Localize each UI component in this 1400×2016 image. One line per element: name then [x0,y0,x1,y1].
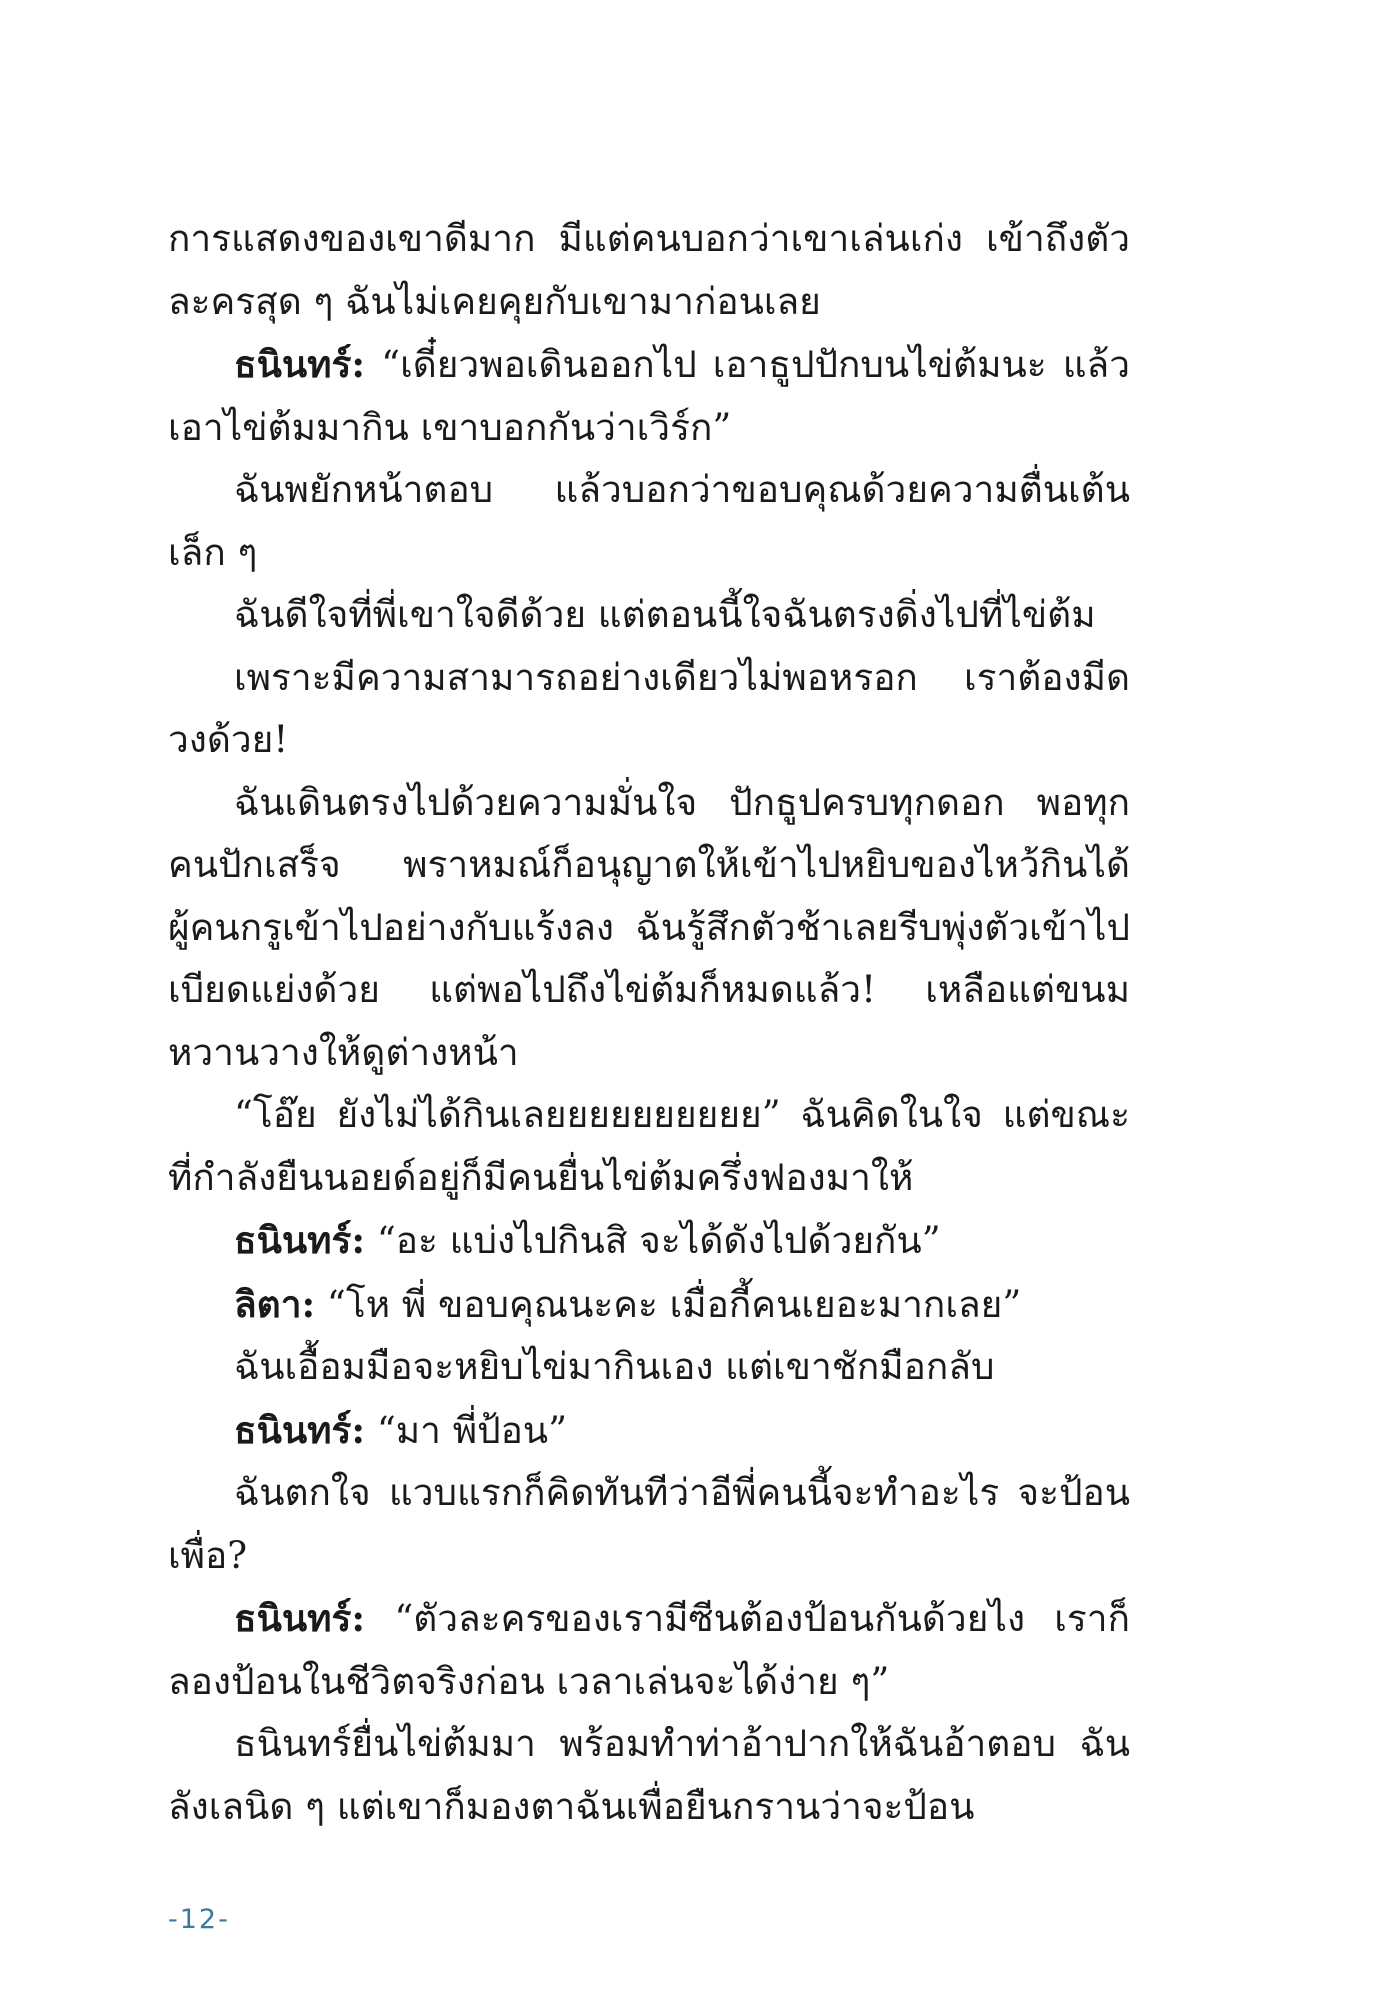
narrative-paragraph [168,459,1130,584]
dialogue-paragraph [168,333,1130,459]
dialogue-paragraph [168,1273,1130,1337]
body-text [168,208,1130,1838]
dialogue-paragraph [168,1399,1130,1463]
speaker-name: ลิตา: [234,1281,316,1326]
narrative-paragraph [168,1462,1130,1587]
paragraph-text: ฉันดีใจที่พี่เขาใจดีด้วย แต่ตอนนี้ใจฉันตรงดิ่งไปที่ไข่ต้ม [234,593,1096,636]
speaker-name: ธนินทร์: [234,1218,366,1262]
speaker-name: ธนินทร์: [234,1596,366,1640]
dialogue-paragraph [168,1209,1130,1273]
narrative-paragraph [168,647,1130,772]
narrative-paragraph [168,584,1130,647]
paragraph-text: “มา พี่ป้อน” [365,1408,568,1452]
narrative-paragraph [168,772,1130,1085]
paragraph-text: “โห พี่ ขอบคุณนะคะ เมื่อกี้คนเยอะมากเลย” [315,1282,1022,1326]
paragraph-text: “โอ๊ย ยังไม่ได้กินเลยยยยยยยยยย” ฉันคิดในใจ แต่ขณะที่กำลังยืนนอยด์อยู่ก็มีคนยื่นไข่ต้มครึ่งฟองมาให้ [168,1093,1130,1199]
dialogue-paragraph [168,1587,1130,1713]
paragraph-text: การแสดงของเขาดีมาก มีแต่คนบอกว่าเขาเล่นเก่ง เข้าถึงตัวละครสุด ๆ ฉันไม่เคยคุยกับเขามาก่อนเลย [168,217,1130,323]
paragraph-text: ฉันเดินตรงไปด้วยความมั่นใจ ปักธูปครบทุกดอก พอทุกคนปักเสร็จ พราหมณ์ก็อนุญาตให้เข้าไปหยิบของไหว้กินได้ ผู้คนกรูเข้าไปอย่างกับแร้งลง ฉันรู้สึกตัวช้าเลยรีบพุ่งตัวเข้าไปเบียดแย่งด้วย แต่พอไปถึงไข่ต้มก็หมดแล้ว! เหลือแต่ขนมหวานวางให้ดูต่างหน้า [168,780,1130,1074]
paragraph-text: “ตัวละครของเรามีซีนต้องป้อนกันด้วยไง เราก็ลองป้อนในชีวิตจริงก่อน เวลาเล่นจะได้ง่าย ๆ” [168,1597,1130,1703]
narrative-paragraph [168,1336,1130,1399]
narrative-paragraph [168,1084,1130,1209]
paragraph-text: เพราะมีความสามารถอย่างเดียวไม่พอหรอก เราต้องมีดวงด้วย! [168,655,1130,761]
speaker-name: ธนินทร์: [234,342,366,386]
paragraph-text: ฉันเอื้อมมือจะหยิบไข่มากินเอง แต่เขาชักมือกลับ [234,1345,995,1388]
narrative-paragraph [168,1713,1130,1838]
paragraph-text: “เดี๋ยวพอเดินออกไป เอาธูปปักบนไข่ต้มนะ แล้วเอาไข่ต้มมากิน เขาบอกกันว่าเวิร์ก” [168,343,1130,449]
narrative-paragraph [168,208,1130,333]
paragraph-text: ฉันพยักหน้าตอบ แล้วบอกว่าขอบคุณด้วยความตื่นเต้นเล็ก ๆ [168,468,1130,574]
paragraph-text: ฉันตกใจ แวบแรกก็คิดทันทีว่าอีพี่คนนี้จะทำอะไร จะป้อนเพื่อ? [168,1471,1130,1577]
page-number: -12- [168,1904,230,1935]
paragraph-text: ธนินทร์ยื่นไข่ต้มมา พร้อมทำท่าอ้าปากให้ฉันอ้าตอบ ฉันลังเลนิด ๆ แต่เขาก็มองตาฉันเพื่อยืนกรานว่าจะป้อน [168,1722,1130,1828]
speaker-name: ธนินทร์: [234,1407,366,1452]
paragraph-text: “อะ แบ่งไปกินสิ จะได้ดังไปด้วยกัน” [365,1219,941,1262]
